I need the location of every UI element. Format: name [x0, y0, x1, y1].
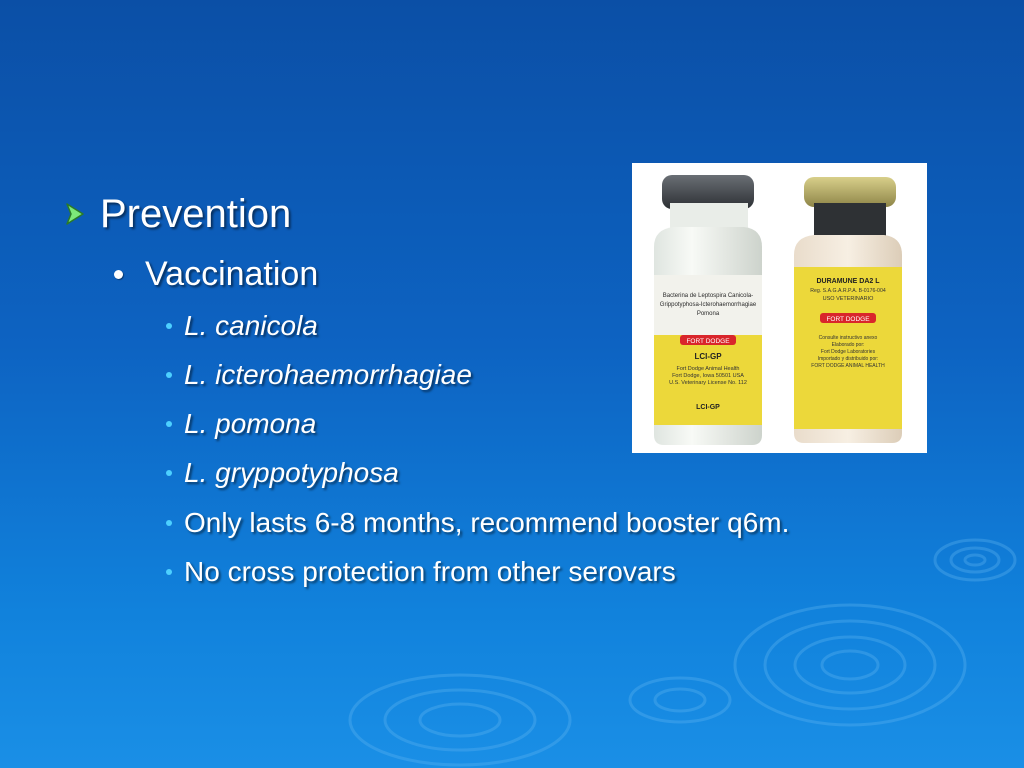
dot-bullet-icon	[166, 569, 172, 575]
right-vial-small-line: Importado y distribuido por:	[817, 356, 879, 362]
left-vial-product-bottom: LCI-GP	[696, 404, 720, 411]
left-vial-company-line: Fort Dodge Animal Health	[676, 366, 740, 372]
list-item	[166, 357, 472, 393]
list-item	[166, 406, 316, 442]
list-item-text: No cross protection from other serovars	[184, 556, 676, 587]
right-vial-reg: Reg. S.A.G.A.R.P.A. B-0176-004	[810, 288, 886, 294]
list-item-text: L. canicola	[184, 310, 318, 341]
subheading-vaccination: Vaccination	[145, 254, 319, 293]
list-item-text: L. gryppotyphosa	[184, 457, 399, 488]
list-item	[166, 455, 399, 491]
left-vial	[654, 175, 762, 445]
list-item-text: L. pomona	[184, 408, 317, 439]
heading-row	[62, 188, 291, 240]
dot-bullet-icon	[166, 421, 172, 427]
right-vial-use: USO VETERINARIO	[822, 296, 874, 302]
right-vial	[794, 177, 902, 443]
list-item-text: L. icterohaemorrhagiae	[184, 359, 472, 390]
left-vial-label-line: Bacterina de Leptospira Canicola-	[662, 293, 754, 299]
list-item	[166, 308, 318, 344]
list-item	[166, 554, 676, 590]
list-item-text: Only lasts 6-8 months, recommend booster q6m.	[184, 507, 790, 538]
right-vial-small-line: FORT DODGE ANIMAL HEALTH	[811, 363, 885, 369]
right-vial-small-line: Elaborado por:	[831, 342, 865, 348]
dot-bullet-icon	[166, 470, 172, 476]
vials-illustration	[632, 163, 927, 453]
right-vial-small-line: Consulte instructivo anexo	[818, 335, 878, 341]
right-vial-small-line: Fort Dodge Laboratories	[820, 349, 876, 355]
subheading-row	[114, 252, 318, 296]
dot-bullet-icon	[166, 372, 172, 378]
left-vial-company-line: U.S. Veterinary License No. 112	[669, 380, 747, 386]
arrow-bullet-icon	[62, 201, 88, 227]
left-vial-brand: FORT DODGE	[686, 338, 730, 345]
left-vial-label-line: Grippotyphosa-Icterohaemorrhagiae	[659, 302, 757, 308]
left-vial-product: LCI-GP	[694, 352, 722, 361]
dot-bullet-icon	[166, 520, 172, 526]
left-vial-label-line: Pomona	[696, 311, 720, 317]
right-vial-brand: FORT DODGE	[826, 316, 870, 323]
round-bullet-icon	[114, 270, 123, 279]
heading-prevention: Prevention	[100, 191, 292, 236]
right-vial-product: DURAMUNE DA2 L	[816, 278, 880, 285]
list-item	[166, 505, 789, 541]
dot-bullet-icon	[166, 323, 172, 329]
vaccine-vials-photo	[632, 163, 927, 453]
left-vial-company-line: Fort Dodge, Iowa 50501 USA	[672, 373, 744, 379]
